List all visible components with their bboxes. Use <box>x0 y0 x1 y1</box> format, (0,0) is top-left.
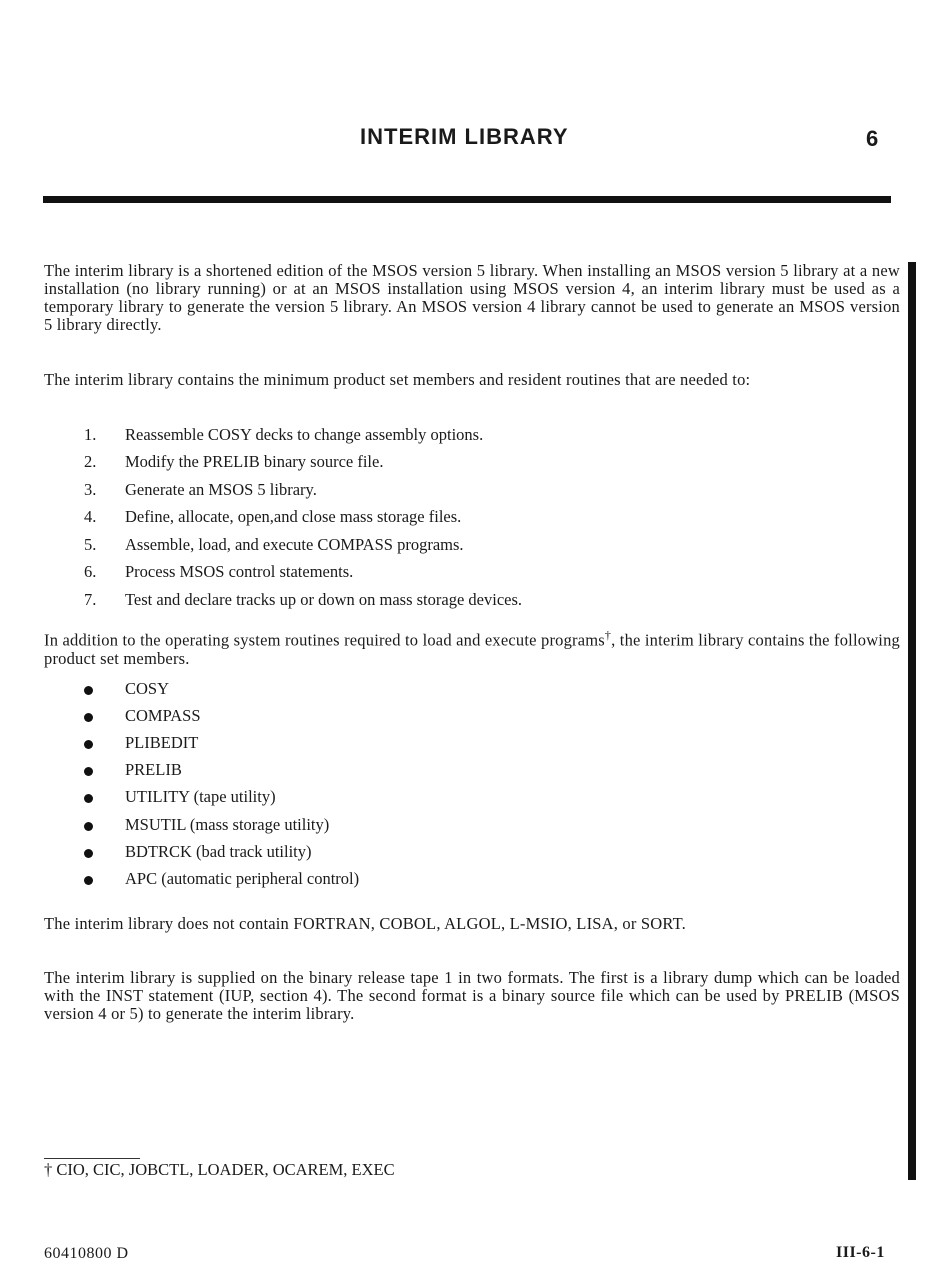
footnote: † CIO, CIC, JOBCTL, LOADER, OCAREM, EXEC <box>44 1160 395 1179</box>
list-item: PLIBEDIT <box>125 733 199 752</box>
list-item: Assemble, load, and execute COMPASS programs. <box>125 535 464 554</box>
formats-paragraph: The interim library is supplied on the binary release tape 1 in two formats. The first is a library dump which can be loaded with the INST statement (IUP, section 4). The second format is a binary source file which can be used by PRELIB (MSOS version 4 or 5) to generate the interim library. <box>44 968 900 1023</box>
list-item: Test and declare tracks up or down on mass storage devices. <box>125 590 523 609</box>
list-item: Process MSOS control statements. <box>125 562 354 581</box>
exclusions-paragraph: The interim library does not contain FORTRAN, COBOL, ALGOL, L-MSIO, LISA, or SORT. <box>44 914 686 933</box>
chapter-number: 6 <box>866 126 879 151</box>
header-rule <box>43 196 891 203</box>
bullet-icon <box>84 686 93 695</box>
bullet-icon <box>84 740 93 749</box>
document-number: 60410800 D <box>44 1245 129 1262</box>
list-item-number: 4. <box>84 507 97 526</box>
bullet-icon <box>84 713 93 722</box>
page-number: III-6-1 <box>836 1244 885 1261</box>
list-item-number: 6. <box>84 562 97 581</box>
list-item: APC (automatic peripheral control) <box>125 869 360 888</box>
paragraph-text: In addition to the operating system routines required to load and execute programs <box>44 630 605 650</box>
list-item: Define, allocate, open,and close mass storage files. <box>125 507 462 526</box>
footnote-mark: † <box>604 628 612 642</box>
bullet-icon <box>84 767 93 776</box>
bullet-icon <box>84 876 93 885</box>
page-title: INTERIM LIBRARY <box>360 124 569 149</box>
list-item-number: 1. <box>84 425 97 444</box>
paragraph-text: , the interim library contains the following product set members. <box>44 630 900 668</box>
needs-paragraph: The interim library contains the minimum product set members and resident routines that are needed to: <box>44 370 751 389</box>
list-item: UTILITY (tape utility) <box>125 787 276 806</box>
list-item: COSY <box>125 679 170 698</box>
intro-paragraph: The interim library is a shortened edition of the MSOS version 5 library. When installing an MSOS version 5 library at a new installation (no library running) or at an MSOS installation using MSOS version 4, an interim library must be used as a temporary library to generate the version 5 library. An MSOS version 4 library cannot be used to generate an MSOS version 5 library directly. <box>44 261 900 334</box>
list-item: Modify the PRELIB binary source file. <box>125 452 384 471</box>
list-item: MSUTIL (mass storage utility) <box>125 815 330 834</box>
list-item: Reassemble COSY decks to change assembly options. <box>125 425 484 444</box>
bullet-icon <box>84 794 93 803</box>
list-item-number: 2. <box>84 452 97 471</box>
bullet-icon <box>84 822 93 831</box>
product-set-paragraph <box>44 626 900 668</box>
list-item: Generate an MSOS 5 library. <box>125 480 317 499</box>
list-item-number: 3. <box>84 480 97 499</box>
footnote-rule <box>44 1158 140 1159</box>
list-item-number: 7. <box>84 590 97 609</box>
change-bar <box>908 262 916 1180</box>
bullet-icon <box>84 849 93 858</box>
list-item-number: 5. <box>84 535 97 554</box>
list-item: COMPASS <box>125 706 201 725</box>
list-item: PRELIB <box>125 760 182 779</box>
list-item: BDTRCK (bad track utility) <box>125 842 312 861</box>
